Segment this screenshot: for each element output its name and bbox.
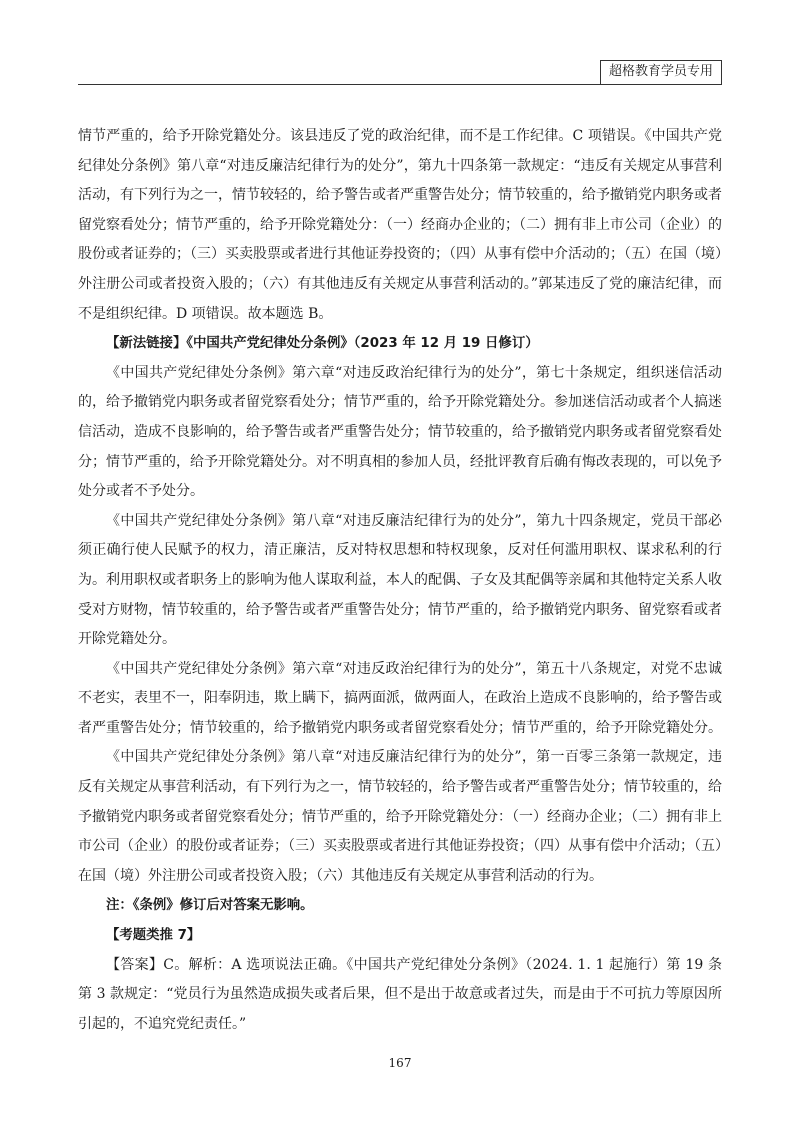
paragraph-article-70: 《中国共产党纪律处分条例》第六章“对违反政治纪律行为的处分”，第七十条规定，组织迷信活动的，给予撤销党内职务或者留党察看处分；情节严重的，给予开除党籍处分。参加迷信活动或者个人搞迷信活动，造成不良影响的，给予警告或者严重警告处分；情节较重的，给予撤销党内职务或者留党察看处分；情节严重的，给予开除党籍处分。对不明真相的参加人员，经批评教育后确有悔改表现的，可以免予处分或者不予处分。 (78, 364, 722, 500)
paragraph-continuation: 情节严重的，给予开除党籍处分。该县违反了党的政治纪律，而不是工作纪律。C 项错误。《中国共产党纪律处分条例》第八章“对违反廉洁纪律行为的处分”，第九十四条第一款规定：“违反有关规定从事营利活动，有下列行为之一，情节较轻的，给予警告或者严重警告处分；情节较重的，给予撤销党内职务或者留党察看处分；情节严重的，给予开除党籍处分：（一）经商办企业的；（二）拥有非上市公司（企业）的股份或者证券的；（三）买卖股票或者进行其他证券投资的；（四）从事有偿中介活动的；（五）在国（境）外注册公司或者投资入股的；（六）有其他违反有关规定从事营利活动的。”郭某违反了党的廉洁纪律，而不是组织纪律。D 项错误。故本题选 B。 (78, 128, 722, 322)
note-paragraph: 注：《条例》修订后对答案无影响。 (106, 898, 314, 914)
paragraph-article-58: 《中国共产党纪律处分条例》第六章“对违反政治纪律行为的处分”，第五十八条规定，对党不忠诚不老实，表里不一，阳奉阴违，欺上瞒下，搞两面派，做两面人，在政治上造成不良影响的，给予警告或者严重警告处分；情节较重的，给予撤销党内职务或者留党察看处分；情节严重的，给予开除党籍处分。 (78, 660, 722, 736)
header-rule (78, 84, 722, 85)
header-badge: 超格教育学员专用 (600, 60, 722, 84)
new-law-link-heading: 【新法链接】《中国共产党纪律处分条例》（2023 年 12 月 19 日修订） (106, 336, 539, 352)
paragraph-article-103: 《中国共产党纪律处分条例》第八章“对违反廉洁纪律行为的处分”，第一百零三条第一款规定，违反有关规定从事营利活动，有下列行为之一，情节较轻的，给予警告或者严重警告处分；情节较重的，给予撤销党内职务或者留党察看处分；情节严重的，给予开除党籍处分：（一）经商办企业；（二）拥有非上市公司（企业）的股份或者证券；（三）买卖股票或者进行其他证券投资；（四）从事有偿中介活动；（五）在国（境）外注册公司或者投资入股；（六）其他违反有关规定从事营利活动的行为。 (78, 749, 722, 884)
page-number: 167 (388, 1056, 412, 1070)
page-content (78, 122, 722, 1039)
exam-analogy-heading: 【考题类推 7】 (106, 928, 201, 944)
paragraph-article-94: 《中国共产党纪律处分条例》第八章“对违反廉洁纪律行为的处分”，第九十四条规定，党员干部必须正确行使人民赋予的权力，清正廉洁，反对特权思想和特权现象，反对任何滥用职权、谋求私利的行为。利用职权或者职务上的影响为他人谋取利益，本人的配偶、子女及其配偶等亲属和其他特定关系人收受对方财物，情节较重的，给予警告或者严重警告处分；情节严重的，给予撤销党内职务、留党察看或者开除党籍处分。 (78, 512, 722, 648)
answer-paragraph: 【答案】C。解析：A 选项说法正确。《中国共产党纪律处分条例》（2024. 1. 1 起施行）第 19 条第 3 款规定：“党员行为虽然造成损失或者后果，但不是出于故意或者过失，而是由于不可抗力等原因所引起的，不追究党纪责任。” (78, 956, 722, 1032)
